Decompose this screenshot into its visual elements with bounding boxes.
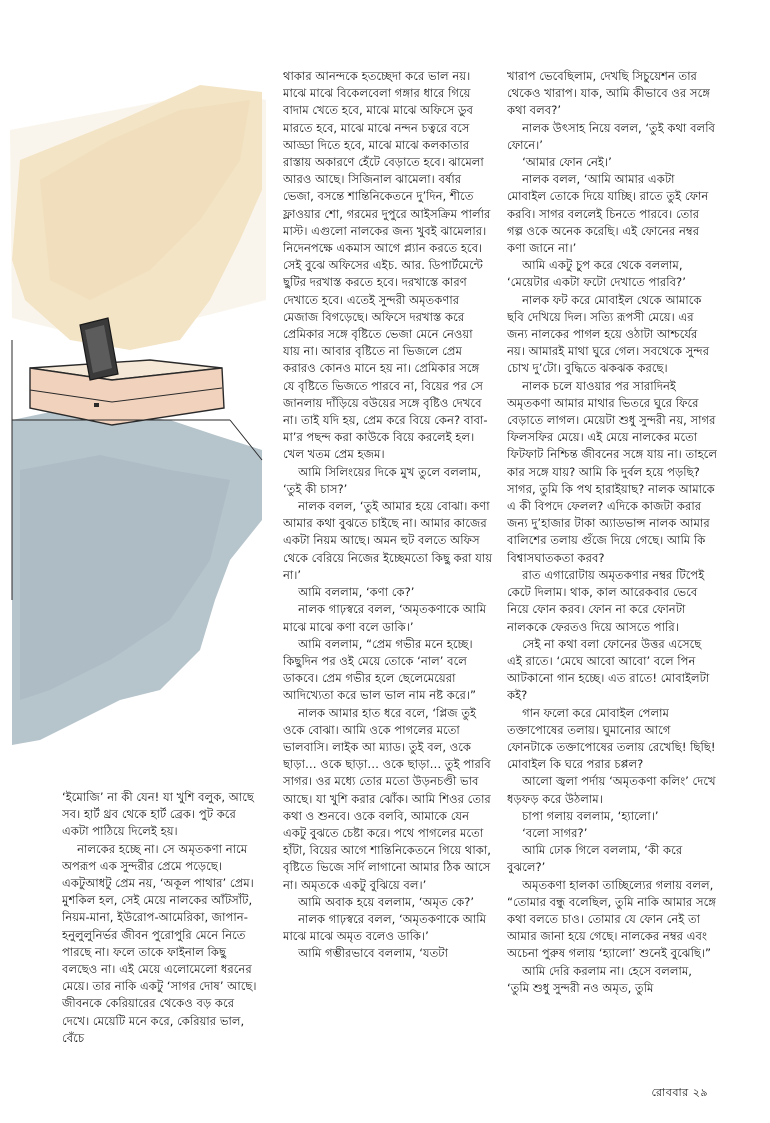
paragraph: নালক বলল, ‘আমি আমার একটা মোবাইল তোকে দিয়ে যাচ্ছি। রাতে তুই ফোন করবি। সাগর বললেই চিনতে পারবে। তোর গল্প ওকে অনেক করেছি। এই ফোনের নম্বর কণা জানে না।’ bbox=[507, 172, 709, 256]
paragraph: ‘বলো সাগর?’ bbox=[522, 825, 588, 840]
paragraph: নালক উৎসাহ নিয়ে বলল, ‘তুই কথা বলবি ফোনে।’ bbox=[507, 120, 715, 152]
paragraph: আমি বললাম, “প্রেম গভীর মনে হচ্ছে। কিছুদিন পর ওই মেয়ে তোকে ‘নাল’ বলে ডাকবে। প্রেম গভীর হলে ছেলেমেয়েরা আদিখ্যেতা করে ভাল ভাল নাম নষ্ট করে।” bbox=[283, 636, 477, 703]
paragraph: সেই না কথা বলা ফোনের উত্তর এসেছে এই রাতে। ‘মেঘে আবো আবো’ বলে পিন আটকানো গান হচ্ছে। এত রাতে! মোবাইলটা কই? bbox=[507, 636, 710, 703]
paragraph: ‘ইমোজি’ না কী যেন! যা খুশি বলুক, আছে সব। হার্ট থ্রব থেকে হার্ট ব্রেক। পুট করে একটা পাঠিয়ে দিলেই হয়। bbox=[62, 790, 254, 839]
paragraph: ‘আমার ফোন নেই।’ bbox=[522, 155, 612, 170]
paragraph: নালক ফট করে মোবাইল থেকে আমাকে ছবি দেখিয়ে দিল। সত্যি রূপসী মেয়ে। এর জন্য নালকের পাগল হয়ে ওঠাটা আশ্চর্যের নয়। আমারই মাথা ঘুরে গেল। সবথেকে সুন্দর চোখ দু’টো। বুদ্ধিতে ঝকঝক করছে। bbox=[507, 292, 710, 376]
column-2 bbox=[283, 68, 493, 1108]
column-3 bbox=[507, 68, 717, 1068]
paragraph: নালক বলল, ‘তুই আমার হয়ে বোঝা। কণা আমার কথা বুঝতে চাইছে না। আমার কাজের একটা নিয়ম আছে। অমন হুট বলতে অফিস থেকে বেরিয়ে নিজের ইচ্ছেমতো কিছু করা যায় না।’ bbox=[283, 499, 493, 582]
paragraph: আলো জ্বলা পর্দায় ‘অমৃতকণা কলিং’ দেখে ধড়ফড় করে উঠলাম। bbox=[507, 774, 716, 806]
paragraph: আমি অবাক হয়ে বললাম, ‘অমৃত কে?’ bbox=[298, 894, 475, 909]
paragraph: আমি সিলিংয়ের দিকে মুখ তুলে বললাম, ‘তুই কী চাস?’ bbox=[283, 464, 482, 496]
paragraph: আমি গম্ভীরভাবে বললাম, ‘যতটা bbox=[298, 946, 448, 961]
paragraph: আমি দেরি করলাম না। হেসে বললাম, ‘তুমি শুধু সুন্দরী নও অমৃত, তুমি bbox=[507, 963, 692, 995]
paragraph: অমৃতকণা হালকা তাচ্ছিল্যের গলায় বলল, “তোমার বন্ধু বলেছিল, তুমি নাকি আমার সঙ্গে কথা বলতে চাও। তোমার যে ফোন নেই তা আমার জানা হয়ে গেছে। নালকের নম্বর এবং অচেনা পুরুষ গলায় ‘হ্যালো’ শুনেই বুঝেছি।” bbox=[507, 877, 716, 961]
paragraph: রাত এগারোটায় অমৃতকণার নম্বর টিপেই কেটে দিলাম। থাক, কাল আরেকবার ভেবে নিয়ে ফোন করব। ফোন না করে ফোনটা নালককে ফেরতও দিয়ে আসতে পারি। bbox=[507, 567, 705, 634]
paragraph: খারাপ ভেবেছিলাম, দেখছি সিচুয়েশন তার থেকেও খারাপ। যাক, আমি কীভাবে ওর সঙ্গে কথা বলব?’ bbox=[507, 69, 710, 118]
drawer-knob bbox=[94, 403, 99, 407]
paragraph: নালক চলে যাওয়ার পর সারাদিনই অমৃতকণা আমার মাথার ভিতরে ঘুরে ফিরে বেড়াতে লাগল। মেয়েটা শুধু সুন্দরী নয়, সাগর ফিলসফির মেয়ে। এই মেয়ে নালকের মতো ফিটফাট নিশ্চিন্ত জীবনের সঙ্গে যায় না। তাহলে কার সঙ্গে যায়? আমি কি দুর্বল হয়ে পড়ছি? সাগর, তুমি কি পথ হারাইয়াছ? নালক আমাকে এ কী বিপদে ফেলল? এদিকে কাজটা করার জন্য দু’হাজার টাকা অ্যাডভান্স নালক আমার বালিশের তলায় গুঁজে দিয়ে গেছে। আমি কি বিশ্বাসঘাতকতা করব? bbox=[507, 378, 717, 565]
paragraph: আমি ঢোক গিলে বললাম, ‘কী করে বুঝলে?’ bbox=[507, 843, 683, 875]
paragraph: নালক আমার হাত ধরে বলে, ‘প্লিজ তুই ওকে বোঝা। আমি ওকে পাগলের মতো ভালবাসি। লাইক আ ম্যাড। তুই বল, ওকে ছাড়া… ওকে ছাড়া… ওকে ছাড়া… তুই পারবি সাগর। ওর মধ্যে তোর মতো উড়নচণ্ডী ভাব আছে। যা খুশি করার ঝোঁক। আমি শিওর তোর কথা ও শুনবে। ওকে বলবি, আমাকে যেন একটু বুঝতে চেষ্টা করে। পথে পাগলের মতো হাঁটা, বিয়ের আগে শান্তিনিকেতনে গিয়ে থাকা, বৃষ্টিতে ভিজে সর্দি লাগানো আমার ঠিক আসে না। অমৃতকে একটু বুঝিয়ে বল।’ bbox=[283, 705, 491, 892]
illustration-bedside-table bbox=[0, 0, 266, 780]
paragraph: আমি একটু চুপ করে থেকে বললাম, ‘মেয়েটার একটা ফটো দেখাতে পারবি?’ bbox=[507, 258, 686, 290]
page-folio: রোববার ২৯ bbox=[651, 1086, 708, 1099]
paragraph: নালক গাঢ়স্বরে বলল, ‘অমৃতকণাকে আমি মাঝে মাঝে কণা বলে ডাকি।’ bbox=[283, 602, 487, 634]
paragraph: নালক গাঢ়স্বরে বলল, ‘অমৃতকণাকে আমি মাঝে মাঝে অমৃত বলেও ডাকি।’ bbox=[283, 911, 487, 944]
paragraph: থাকার আনন্দকে হতচ্ছেদা করে ভাল নয়। মাঝে মাঝে বিকেলবেলা গঙ্গার ধারে গিয়ে বাদাম খেতে হবে, মাঝে মাঝে অফিসে ডুব মারতে হবে, মাঝে মাঝে নন্দন চত্বরে বসে আড্ডা দিতে হবে, মাঝে মাঝে কলকাতার রাস্তায় অকারণে হেঁটে বেড়াতে হবে। ঝামেলা আরও আছে। সিজিনাল ঝামেলা। বর্ষার ভেজা, বসন্তে শান্তিনিকেতনে দু’দিন, শীতে ফ্লাওয়ার শো, গরমের দুপুরে আইসক্রিম পার্লার মাস্ট। এগুলো নালকের জন্য খুবই ঝামেলার। নিদেনপক্ষে একমাস আগে প্ল্যান করতে হবে। সেই বুঝে অফিসের এইচ. আর. ডিপার্টমেন্টে ছুটির দরখাস্ত করতে হবে। দরখাস্তে কারণ দেখাতে হবে। এতেই সুন্দরী অমৃতকণার মেজাজ বিগড়েছে। অফিসে দরখাস্ত করে প্রেমিকার সঙ্গে বৃষ্টিতে ভেজা মেনে নেওয়া যায় না। আবার বৃষ্টিতে না ভিজলে প্রেম করারও কোনও মানে হয় না। প্রেমিকার সঙ্গে যে বৃষ্টিতে ভিজতে পারবে না, বিয়ের পর সে জানলায় দাঁড়িয়ে বউয়ের সঙ্গে বৃষ্টিও দেখবে না। তাই যদি হয়, প্রেম করে বিয়ে কেন? বাবা-মা’র পছন্দ করা কাউকে বিয়ে করলেই হল। খেল খতম প্রেম হজম। bbox=[283, 69, 491, 462]
paragraph: গান ফলো করে মোবাইল পেলাম তক্তাপোষের তলায়। ঘুমানোর আগে ফোনটাকে তক্তাপোষের তলায় রেখেছি! ছিছি! মোবাইল কি ঘরে পরার চপ্পল? bbox=[507, 705, 716, 772]
column-1 bbox=[62, 789, 262, 1109]
paragraph: আমি বললাম, ‘কণা কে?’ bbox=[298, 585, 415, 600]
paragraph: চাপা গলায় বললাম, ‘হ্যালো।’ bbox=[522, 808, 659, 823]
paragraph: নালকের হচ্ছে না। সে অমৃতকণা নামে অপরূপ এক সুন্দরীর প্রেমে পড়েছে। একটুআধটু প্রেম নয়, ‘অকূল পাথার’ প্রেম। মুশকিল হল, সেই মেয়ে নালকের আঁটসাঁট, নিয়ম-মানা, ইউরোপ-আমেরিকা, জাপান-হনুলুলুনির্ভর জীবন পুরোপুরি মেনে নিতে পারছে না। ফলে তাকে ফাইনাল কিছু বলছেও না। এই মেয়ে এলোমেলো ধরনের মেয়ে। তার নাকি একটু ‘সাগর দোষ’ আছে। জীবনকে কেরিয়ারের থেকেও বড় করে দেখে। মেয়েটি মনে করে, কেরিয়ার ভাল, বেঁচে bbox=[62, 841, 257, 1045]
